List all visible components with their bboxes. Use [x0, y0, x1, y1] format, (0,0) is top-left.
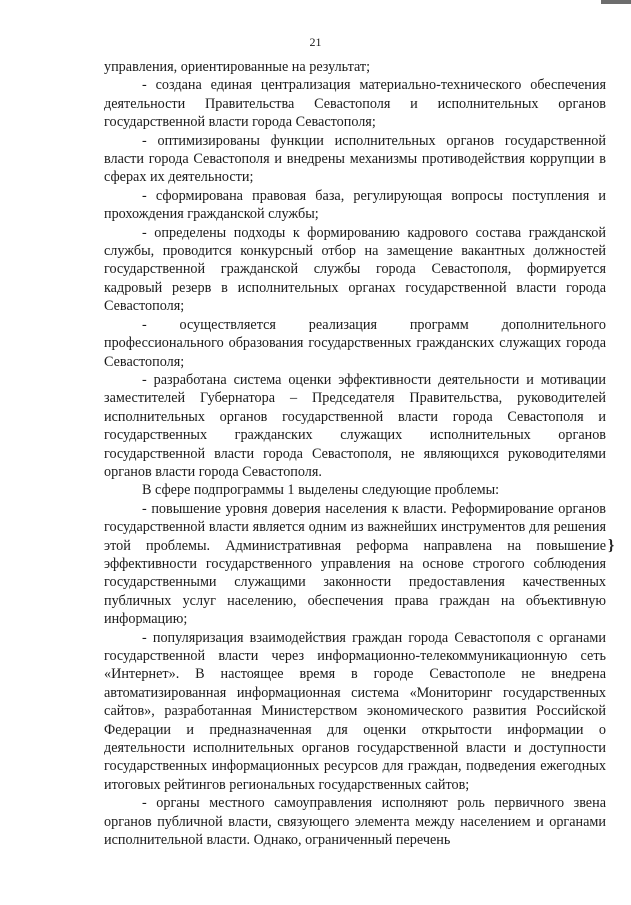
paragraph: - повышение уровня доверия населения к власти. Реформирование органов государственной власти является одним из важнейших инструментов для решения этой проблемы. Административная реформа направлена на повышение эффективности государственного управления на основе строгого соблюдения государственными служащими законности предоставления качественных публичных услуг населению, обеспечения права граждан на объективную информацию;: [104, 500, 606, 628]
handwritten-margin-mark: }: [608, 537, 615, 554]
paragraph: - сформирована правовая база, регулирующая вопросы поступления и прохождения гражданской службы;: [104, 187, 606, 223]
document-body: [104, 58, 606, 849]
paragraph: - создана единая централизация материально-технического обеспечения деятельности Правительства Севастополя и исполнительных органов государственной власти города Севастополя;: [104, 77, 606, 131]
paragraph: управления, ориентированные на результат;: [104, 59, 371, 75]
paragraph: - оптимизированы функции исполнительных органов государственной власти города Севастополя и внедрены механизмы противодействия коррупции в сферах их деятельности;: [104, 132, 606, 186]
paragraph: - осуществляется реализация программ дополнительного профессионального образования государственных гражданских служащих города Севастополя;: [104, 316, 606, 370]
paragraph: В сфере подпрограммы 1 выделены следующие проблемы:: [142, 482, 500, 499]
page-number: 21: [309, 35, 322, 49]
paragraph: - разработана система оценки эффективности деятельности и мотивации заместителей Губернатора – Председателя Правительства, руководителей исполнительных органов государственной власти города Севастополя и государственных гражданских служащих исполнительных органов государственной власти города Севастополя, не являющихся руководителями органов власти города Севастополя.: [104, 371, 606, 480]
scan-corner-mark: [601, 0, 631, 4]
paragraph: - определены подходы к формированию кадрового состава гражданской службы, проводится конкурсный отбор на замещение вакантных должностей государственной гражданской службы города Севастополя, формируется кадровый резерв в исполнительных органах государственной власти города Севастополя;: [104, 224, 606, 315]
paragraph: - популяризация взаимодействия граждан города Севастополя с органами государственной власти через информационно-телекоммуникационную сеть «Интернет». В настоящее время в городе Севастополе не внедрена автоматизированная информационная система «Мониторинг государственных сайтов», разработанная Министерством экономического развития Российской Федерации и предназначенная для оценки открытости информации о деятельности исполнительных органов государственной власти и доступности государственных информационных ресурсов для граждан, подведения ежегодных итоговых рейтингов региональных государственных сайтов;: [104, 629, 606, 793]
paragraph: - органы местного самоуправления исполняют роль первичного звена органов публичной власти, связующего элемента между населением и органами исполнительной власти. Однако, ограниченный перечень: [104, 795, 606, 849]
